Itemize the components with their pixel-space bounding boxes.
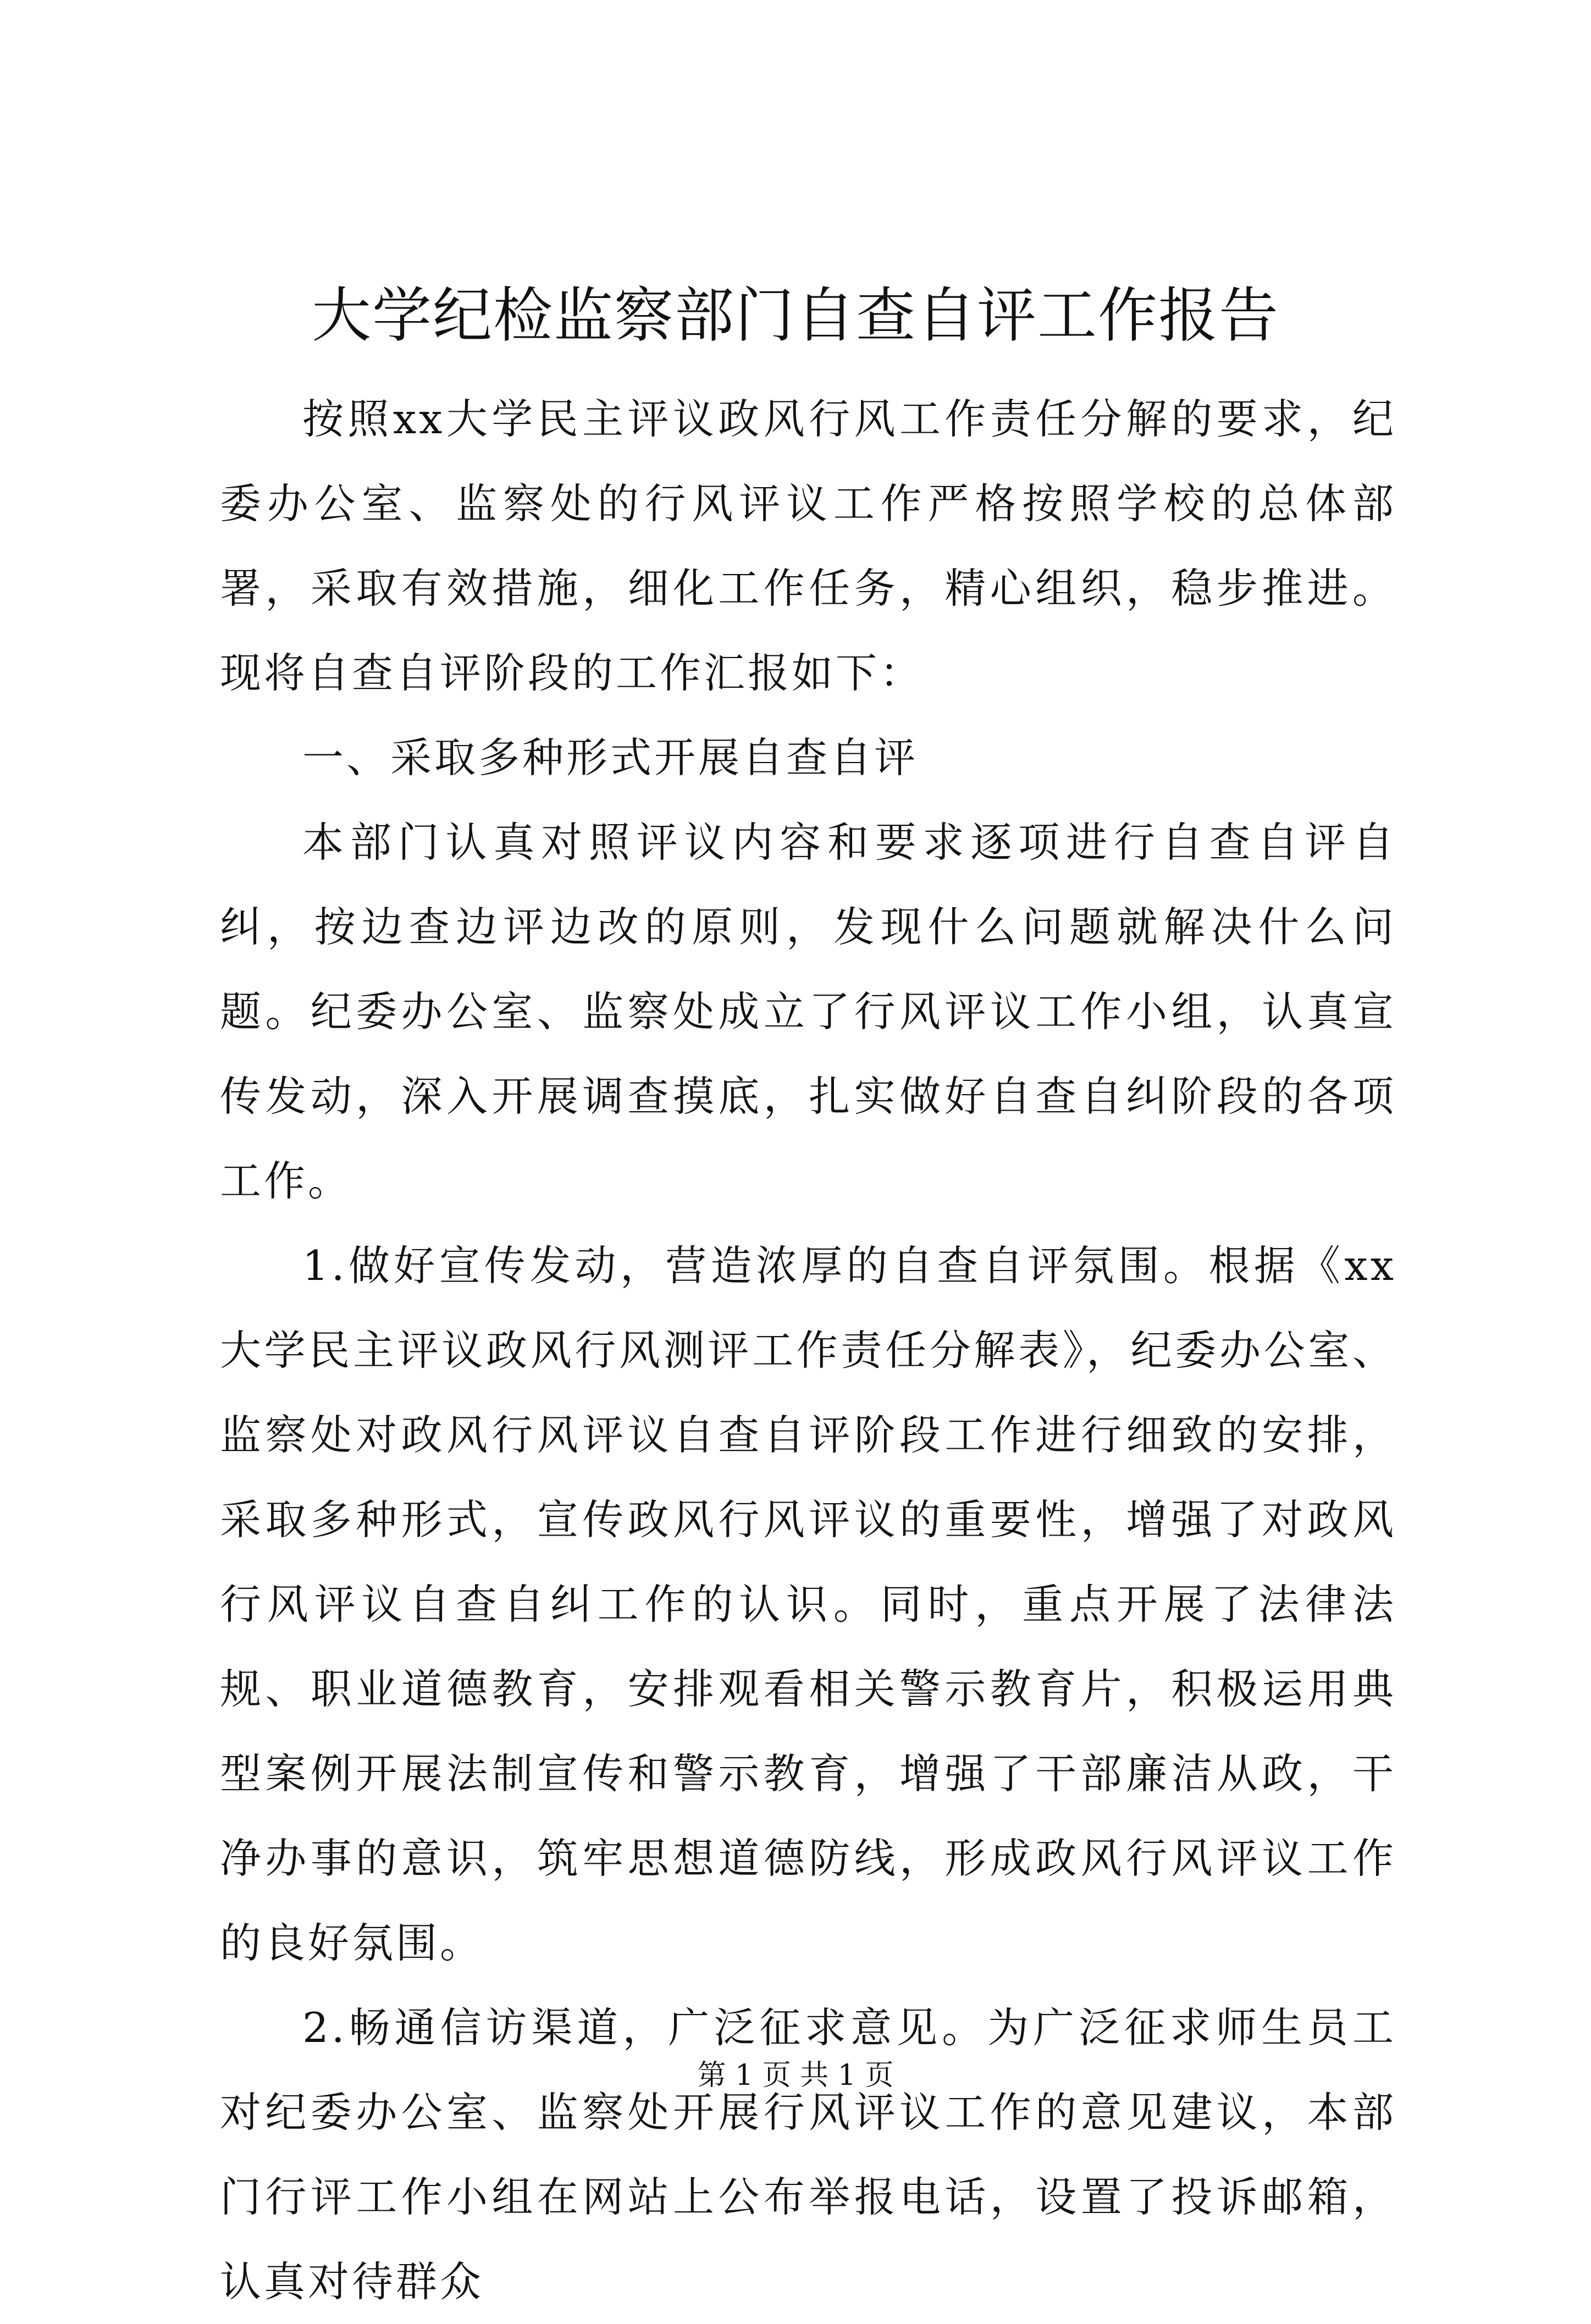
section-heading-1: 一、采取多种形式开展自查自评 (302, 733, 919, 782)
paragraph-item-2: 2.畅通信访渠道，广泛征求意见。为广泛征求师生员工对纪委办公室、监察处开展行风评议工作的意见建议，本部门行评工作小组在网站上公布举报电话，设置了投诉邮箱，认真对待群众 (220, 2003, 1396, 2306)
paragraph-intro: 按照xx大学民主评议政风行风工作责任分解的要求，纪委办公室、监察处的行风评议工作严格按照学校的总体部署，采取有效措施，细化工作任务，精心组织，稳步推进。现将自查自评阶段的工作汇报如下： (220, 395, 1396, 697)
paragraph-item-1: 1.做好宣传发动，营造浓厚的自查自评氛围。根据《xx大学民主评议政风行风测评工作责任分解表》，纪委办公室、监察处对政风行风评议自查自评阶段工作进行细致的安排，采取多种形式，宣传政风行风评议的重要性，增强了对政风行风评议自查自纠工作的认识。同时，重点开展了法律法规、职业道德教育，安排观看相关警示教育片，积极运用典型案例开展法制宣传和警示教育，增强了干部廉洁从政，干净办事的意识，筑牢思想道德防线，形成政风行风评议工作的良好氛围。 (220, 1241, 1396, 1967)
paragraph-section-1: 本部门认真对照评议内容和要求逐项进行自查自评自纠，按边查边评边改的原则，发现什么问题就解决什么问题。纪委办公室、监察处成立了行风评议工作小组，认真宣传发动，深入开展调查摸底，扎实做好自查自纠阶段的各项工作。 (220, 818, 1396, 1205)
page-number-footer: 第 1 页 共 1 页 (697, 2059, 894, 2092)
document-body (220, 377, 1396, 2324)
document-title: 大学纪检监察部门自查自评工作报告 (311, 281, 1279, 350)
